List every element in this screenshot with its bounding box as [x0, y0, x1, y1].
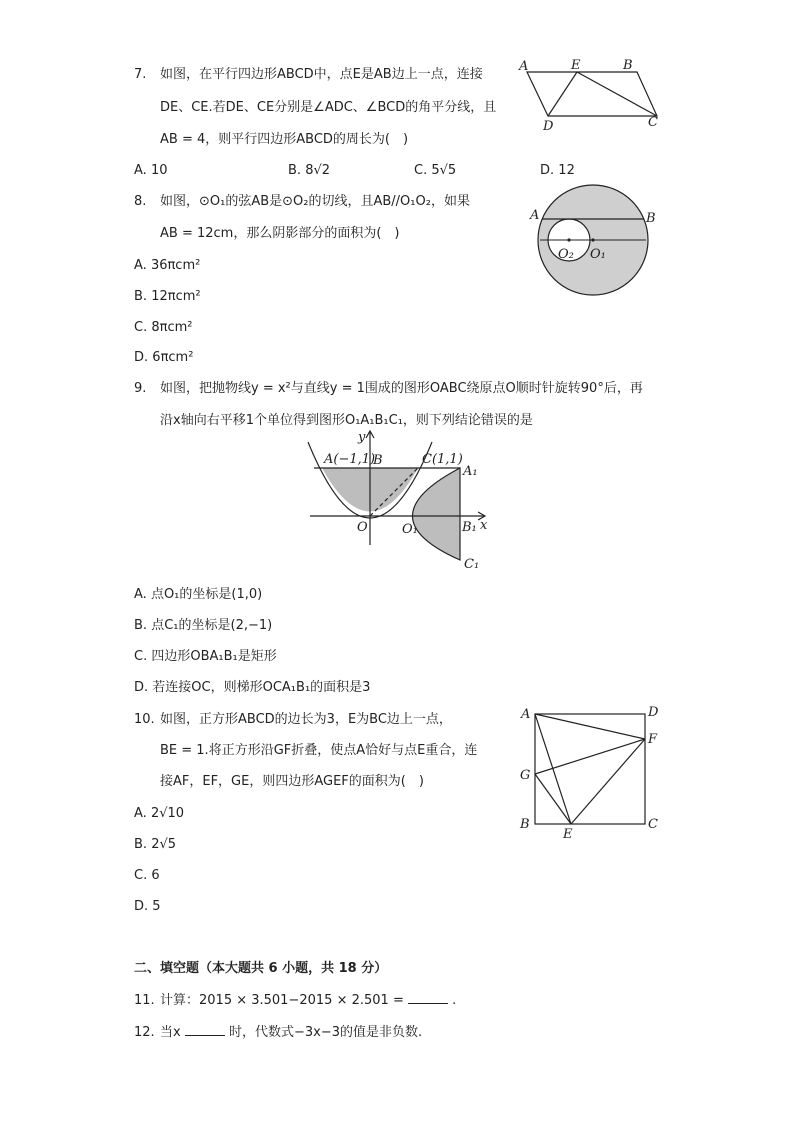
- q9-line-1: 9. 如图，把抛物线y = x²与直线y = 1围成的图形OABC绕原点O顺时针旋转90°后，再: [134, 381, 643, 396]
- q9-line-2: 沿x轴向右平移1个单位得到图形O₁A₁B₁C₁，则下列结论错误的是: [160, 413, 533, 428]
- label-a: A: [519, 59, 529, 74]
- label-o: O: [357, 520, 368, 535]
- q8-option-b: B. 12πcm²: [134, 289, 201, 304]
- q7-option-d: D. 12: [540, 163, 575, 178]
- label-a1: A₁: [463, 464, 478, 479]
- q7-option-a: A. 10: [134, 163, 168, 178]
- q7-option-c: C. 5√5: [414, 163, 457, 178]
- label-a: A: [530, 208, 540, 223]
- segment-gf: [535, 739, 645, 774]
- q11-line: 11. 计算：2015 × 3.501−2015 × 2.501 = .: [134, 993, 457, 1008]
- q10-line-2: BE = 1.将正方形沿GF折叠，使点A恰好与点E重合，连: [160, 743, 478, 758]
- label-b: B: [623, 58, 633, 73]
- label-b: B: [373, 453, 383, 468]
- q9-number: 9.: [134, 381, 147, 396]
- q7-line-2: DE、CE.若DE、CE分别是∠ADC、∠BCD的角平分线，且: [160, 100, 497, 115]
- point-o1: [591, 238, 594, 241]
- q8-option-d: D. 6πcm²: [134, 350, 194, 365]
- q7-parallelogram-figure: [515, 58, 665, 133]
- label-f: F: [648, 732, 658, 747]
- q10-square-figure: [515, 702, 665, 842]
- q12-answer-blank[interactable]: [185, 1023, 225, 1036]
- q7-line-3: AB = 4，则平行四边形ABCD的周长为( ): [160, 132, 409, 147]
- label-a: A: [521, 707, 531, 722]
- q9-option-a: A. 点O₁的坐标是(1,0): [134, 587, 263, 602]
- q8-option-c: C. 8πcm²: [134, 320, 193, 335]
- label-c: C: [648, 115, 658, 130]
- q11-number: 11.: [134, 993, 155, 1008]
- segment-de: [548, 72, 577, 116]
- q10-option-b: B. 2√5: [134, 837, 177, 852]
- label-c1: C₁: [464, 557, 480, 572]
- q8-line-1: 8. 如图，⊙O₁的弦AB是⊙O₂的切线，且AB//O₁O₂，如果: [134, 194, 470, 209]
- q7-option-b: B. 8√2: [288, 163, 331, 178]
- label-e: E: [563, 827, 573, 842]
- label-o2: O₂: [558, 247, 574, 262]
- q10-line-3: 接AF，EF，GE，则四边形AGEF的面积为( ): [160, 774, 424, 789]
- region-o1a1b1c1: [413, 468, 461, 560]
- q12-line: 12. 当x 时，代数式−3x−3的值是非负数.: [134, 1025, 423, 1040]
- q8-circles-figure: [528, 200, 668, 300]
- label-o1: O₁: [590, 247, 606, 262]
- label-o1: O₁: [402, 522, 418, 537]
- segment-ge: [535, 774, 571, 824]
- q10-option-a: A. 2√10: [134, 806, 185, 821]
- label-b1: B₁: [462, 520, 477, 535]
- q9-option-c: C. 四边形OBA₁B₁是矩形: [134, 649, 277, 664]
- q9-parabola-figure: [300, 430, 500, 575]
- segment-ae: [535, 714, 571, 824]
- label-d: D: [648, 705, 659, 720]
- label-e: E: [571, 58, 581, 73]
- label-b: B: [520, 817, 530, 832]
- segment-ef: [571, 739, 645, 824]
- q10-number: 10.: [134, 712, 155, 727]
- q9-option-d: D. 若连接OC，则梯形OCA₁B₁的面积是3: [134, 680, 371, 695]
- section-heading: 二、填空题（本大题共 6 小题，共 18 分）: [134, 961, 388, 976]
- segment-ce: [577, 72, 657, 116]
- q7-number: 7.: [134, 67, 147, 82]
- label-b: B: [646, 211, 656, 226]
- q8-line-2: AB = 12cm，那么阴影部分的面积为( ): [160, 226, 400, 241]
- q11-answer-blank[interactable]: [408, 991, 448, 1004]
- label-c: C: [648, 817, 658, 832]
- q8-number: 8.: [134, 194, 147, 209]
- label-g: G: [520, 768, 531, 783]
- q12-number: 12.: [134, 1025, 155, 1040]
- label-y: y: [358, 430, 366, 445]
- point-o2: [567, 238, 570, 241]
- segment-af: [535, 714, 645, 739]
- q10-line-1: 10. 如图，正方形ABCD的边长为3，E为BC边上一点，: [134, 712, 452, 727]
- label-d: D: [543, 119, 554, 134]
- q10-option-c: C. 6: [134, 868, 160, 883]
- label-a: A(−1,1): [324, 452, 376, 467]
- label-x: x: [480, 518, 488, 533]
- q7-line-1: 7. 如图，在平行四边形ABCD中，点E是AB边上一点，连接: [134, 67, 483, 82]
- q9-option-b: B. 点C₁的坐标是(2,−1): [134, 618, 273, 633]
- parallelogram-abcd: [527, 72, 657, 116]
- q10-option-d: D. 5: [134, 899, 161, 914]
- label-c: C(1,1): [422, 452, 463, 467]
- q8-option-a: A. 36πcm²: [134, 258, 201, 273]
